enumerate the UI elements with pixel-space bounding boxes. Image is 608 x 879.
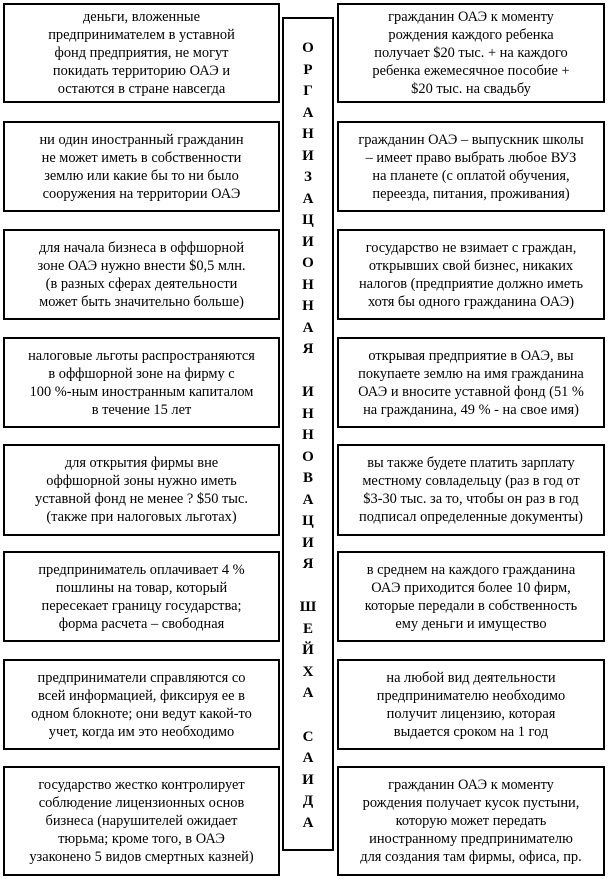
right-box-8 bbox=[337, 766, 605, 876]
title-letter: Н bbox=[302, 427, 314, 444]
title-letter: А bbox=[302, 104, 314, 121]
left-box-text: для начала бизнеса в оффшорной зоне ОАЭ нужно внести $0,5 млн. (в разных сферах деятельности может быть значительно больше) bbox=[37, 239, 246, 310]
title-letter: Я bbox=[302, 556, 314, 573]
right-box-2 bbox=[337, 121, 605, 212]
right-box-6 bbox=[337, 551, 605, 642]
left-box-text: налоговые льготы распространяются в оффшорной зоне на фирму с 100 %-ным иностранным капиталом в течение 15 лет bbox=[28, 347, 255, 418]
right-box-text: гражданин ОАЭ – выпускник школы – имеет право выбрать любое ВУЗ на планете (с оплатой обучения, переезда, питания, проживания) bbox=[358, 131, 584, 202]
left-box-text: предприниматель оплачивает 4 % пошлины на товар, который пересекает границу государства; форма расчета – свободная bbox=[38, 561, 245, 632]
left-box-5 bbox=[3, 444, 280, 536]
title-letter: И bbox=[302, 384, 314, 401]
title-letter: Е bbox=[302, 620, 313, 637]
title-letter: Ц bbox=[302, 513, 314, 530]
left-box-text: деньги, вложенные предпринимателем в уставной фонд предприятия, не могут покидать территорию ОАЭ и остаются в стране навсегда bbox=[48, 9, 235, 97]
title-letter: О bbox=[302, 448, 314, 465]
right-box-text: гражданин ОАЭ к моменту рождения получает кусок пустыни, которую может передать иностранному предпринимателю для создания там фирмы, офиса, пр. bbox=[360, 777, 582, 865]
title-letter: И bbox=[302, 147, 314, 164]
left-box-7 bbox=[3, 659, 280, 750]
title-letter: А bbox=[302, 814, 314, 831]
title-letter: Ш bbox=[299, 599, 317, 616]
title-letter: А bbox=[302, 190, 314, 207]
title-letter: Н bbox=[302, 126, 314, 143]
left-box-text: государство жестко контролирует соблюдение лицензионных основ бизнеса (нарушителей ожидает тюрьма; кроме того, в ОАЭ узаконено 5 видов смертных казней) bbox=[29, 777, 254, 865]
right-box-text: на любой вид деятельности предпринимателю необходимо получит лицензию, которая выдается сроком на 1 год bbox=[376, 669, 566, 740]
left-box-1 bbox=[3, 3, 280, 103]
center-title-box bbox=[282, 17, 334, 851]
title-letter: С bbox=[302, 728, 314, 745]
title-letter: Х bbox=[302, 663, 314, 680]
right-box-text: вы также будете платить зарплату местному совладельцу (раз в год от $3-30 тыс. за то, чтобы он раз в год подписал определенные документы) bbox=[359, 455, 583, 525]
title-letter: О bbox=[302, 255, 314, 272]
right-box-5 bbox=[337, 444, 605, 536]
title-letter: Н bbox=[302, 405, 314, 422]
title-gap bbox=[306, 579, 310, 594]
title-letter: Ц bbox=[302, 212, 314, 229]
left-box-3 bbox=[3, 229, 280, 320]
title-letter: Я bbox=[302, 341, 314, 358]
title-letter: З bbox=[304, 169, 312, 186]
title-letter: А bbox=[302, 750, 314, 767]
left-box-6 bbox=[3, 551, 280, 642]
title-letter: Г bbox=[303, 83, 313, 100]
left-box-text: для открытия фирмы вне оффшорной зоны нужно иметь уставной фонд не менее ? $50 тыс. (также при налоговых льготах) bbox=[35, 455, 248, 525]
title-letter: И bbox=[302, 233, 314, 250]
left-box-4 bbox=[3, 337, 280, 428]
title-letter: Й bbox=[302, 642, 314, 659]
right-box-4 bbox=[337, 337, 605, 428]
title-letter: Р bbox=[303, 61, 313, 78]
title-letter: А bbox=[302, 319, 314, 336]
title-letter: Н bbox=[302, 276, 314, 293]
left-box-text: ни один иностранный гражданин не может иметь в собственности землю или какие бы то ни было сооружения на территории ОАЭ bbox=[39, 131, 244, 202]
title-gap bbox=[306, 364, 310, 379]
right-box-text: открывая предприятие в ОАЭ, вы покупаете землю на имя гражданина ОАЭ и вносите уставной фонд (51 % на гражданина, 49 % - на свое имя) bbox=[358, 347, 584, 418]
title-letter: А bbox=[302, 685, 314, 702]
right-box-text: государство не взимает с граждан, открывших свой бизнес, никаких налогов (предприятие должно иметь хотя бы одного гражданина ОАЭ) bbox=[358, 239, 584, 310]
title-letter: О bbox=[302, 40, 314, 56]
right-box-text: гражданин ОАЭ к моменту рождения каждого ребенка получает $20 тыс. + на каждого ребенка ежемесячное пособие + $20 тыс. на свадьбу bbox=[372, 9, 570, 97]
title-letter: А bbox=[302, 491, 314, 508]
left-box-8 bbox=[3, 766, 280, 876]
right-box-3 bbox=[337, 229, 605, 320]
title-letter: Д bbox=[302, 793, 314, 810]
left-box-text: предприниматели справляются со всей информацией, фиксируя ее в одном блокноте; они ведут какой-то учет, когда им это необходимо bbox=[31, 669, 252, 740]
left-box-2 bbox=[3, 121, 280, 212]
title-letter: И bbox=[302, 771, 314, 788]
center-title bbox=[284, 41, 332, 831]
title-gap bbox=[306, 708, 310, 723]
title-letter: Н bbox=[302, 298, 314, 315]
right-box-7 bbox=[337, 659, 605, 750]
right-box-text: в среднем на каждого гражданина ОАЭ приходится более 10 фирм, которые передали в собственность ему деньги и имущество bbox=[364, 561, 578, 632]
right-box-1 bbox=[337, 3, 605, 103]
title-letter: В bbox=[302, 470, 313, 487]
title-letter: И bbox=[302, 534, 314, 551]
